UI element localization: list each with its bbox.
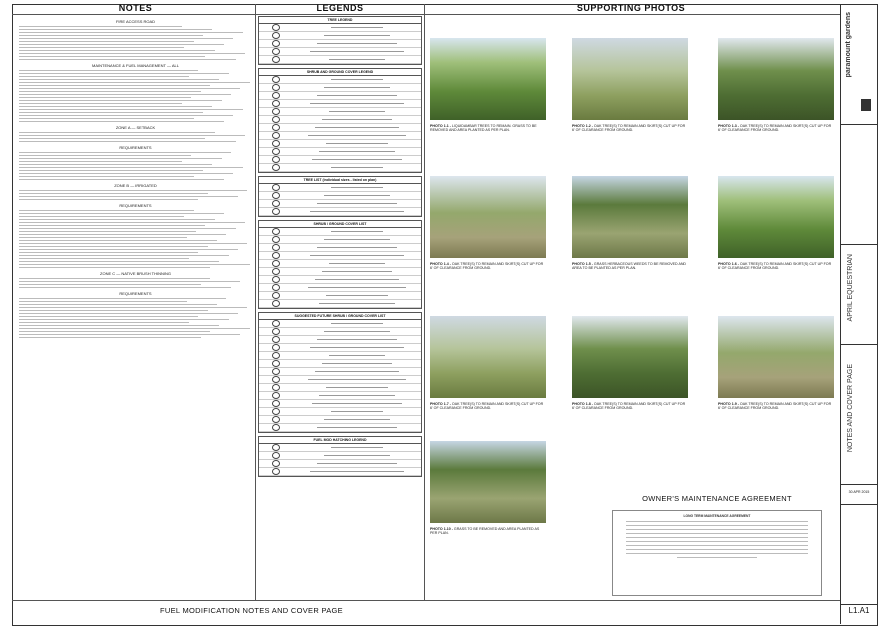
sheet-title-cell — [841, 344, 877, 485]
legend-row — [259, 468, 421, 476]
notes-text-line — [19, 109, 243, 110]
plant-symbol-icon — [272, 452, 280, 459]
notes-text-line — [19, 298, 226, 299]
notes-text-line — [19, 193, 208, 194]
maintenance-text-line — [626, 545, 808, 546]
photo-caption — [572, 124, 688, 133]
sheet-number: L1.A1 — [848, 606, 870, 615]
site-photo — [572, 316, 688, 398]
notes-text-line — [19, 255, 229, 256]
legend-row — [259, 156, 421, 164]
notes-text-line — [19, 135, 245, 136]
notes-text-line — [19, 38, 233, 39]
notes-text-line — [19, 267, 210, 268]
notes-text-line — [19, 210, 194, 211]
maintenance-agreement-box — [612, 510, 822, 596]
maintenance-text-line — [626, 521, 808, 522]
notes-text-line — [19, 261, 219, 262]
notes-subheading: FIRE ACCESS ROAD — [115, 19, 156, 24]
project-cell — [841, 244, 877, 345]
legend-row — [259, 140, 421, 148]
legend-row — [259, 200, 421, 208]
plant-symbol-icon — [272, 208, 280, 215]
notes-text-line — [19, 231, 196, 232]
sheet-title: FUEL MODIFICATION NOTES AND COVER PAGE — [160, 606, 343, 615]
notes-text-line — [19, 100, 222, 101]
photo-caption — [572, 262, 688, 271]
notes-subheading: ZONE B — IRRIGATED — [114, 183, 157, 188]
site-photo — [718, 176, 834, 258]
legend-row — [259, 244, 421, 252]
legend-row — [259, 84, 421, 92]
maintenance-subtitle: LONG TERM MAINTENANCE AGREEMENT — [683, 514, 751, 518]
legend-row — [259, 108, 421, 116]
legend-row — [259, 452, 421, 460]
photo-caption-text: OAK TREE(S) TO REMAIN AND SKIRT(S) CUT UP FOR 6' OF CLEARANCE FROM GROUND. — [430, 262, 544, 271]
maintenance-text-line — [626, 537, 808, 538]
notes-column — [19, 16, 252, 601]
plant-symbol-icon — [272, 148, 280, 155]
legend-table — [258, 176, 422, 217]
photo-caption-title: PHOTO 1.6 - — [718, 262, 740, 266]
legend-row — [259, 284, 421, 292]
legend-row — [259, 48, 421, 56]
notes-text-line — [19, 155, 191, 156]
notes-text-line — [19, 76, 189, 77]
photo-caption-text: OAK TREE(S) TO REMAIN AND SKIRT(S) CUT UP FOR 6' OF CLEARANCE FROM GROUND. — [718, 402, 832, 411]
notes-text-line — [19, 41, 194, 42]
legend-row — [259, 460, 421, 468]
photo-caption-title: PHOTO 1.2 - — [572, 124, 594, 128]
legend-row — [259, 344, 421, 352]
notes-text-line — [19, 94, 231, 95]
notes-text-line — [19, 328, 250, 329]
legend-row — [259, 400, 421, 408]
notes-text-line — [19, 258, 189, 259]
notes-text-line — [19, 79, 219, 80]
legend-row — [259, 192, 421, 200]
photo-caption — [430, 124, 546, 133]
plant-symbol-icon — [272, 76, 280, 83]
legend-row — [259, 208, 421, 216]
notes-text-line — [19, 216, 184, 217]
notes-text-line — [19, 337, 201, 338]
notes-text-line — [19, 141, 236, 142]
plant-symbol-icon — [272, 200, 280, 207]
notes-text-line — [19, 281, 240, 282]
legend-table-title: TREE LIST (individual sizes - listed on plan) — [259, 177, 421, 184]
legend-row — [259, 352, 421, 360]
notes-text-line — [19, 278, 210, 279]
legend-row — [259, 276, 421, 284]
legend-table — [258, 312, 422, 433]
notes-text-line — [19, 219, 215, 220]
legend-table-title: SHRUB AND GROUND COVER LEGEND — [259, 69, 421, 76]
legend-row — [259, 376, 421, 384]
photo-caption-title: PHOTO 1.7 - — [430, 402, 452, 406]
photo-caption-text: OAK TREE(S) TO REMAIN AND SKIRT(S) CUT UP FOR 6' OF CLEARANCE FROM GROUND. — [572, 124, 686, 133]
legend-row — [259, 408, 421, 416]
photo-caption-text: OAK TREE(S) TO REMAIN AND SKIRT(S) CUT UP FOR 6' OF CLEARANCE FROM GROUND. — [718, 124, 832, 133]
plant-symbol-icon — [272, 140, 280, 147]
legend-row — [259, 132, 421, 140]
legend-row — [259, 124, 421, 132]
legend-table — [258, 68, 422, 173]
notes-text-line — [19, 179, 224, 180]
photo-caption-text: OAK TREE(S) TO REMAIN AND SKIRT(S) CUT UP FOR 6' OF CLEARANCE FROM GROUND. — [572, 402, 686, 411]
plant-symbol-icon — [272, 156, 280, 163]
photo-caption — [572, 402, 688, 411]
notes-text-line — [19, 53, 245, 54]
photo-caption-title: PHOTO 1.5 - — [572, 262, 594, 266]
legend-row — [259, 236, 421, 244]
legend-row — [259, 320, 421, 328]
notes-text-line — [19, 287, 231, 288]
legend-row — [259, 424, 421, 432]
site-photo — [430, 316, 546, 398]
firm-name: paramount gardens — [845, 12, 852, 78]
maintenance-text-line — [626, 541, 808, 542]
maintenance-text-line — [626, 533, 808, 534]
notes-text-line — [19, 228, 236, 229]
legend-row — [259, 368, 421, 376]
notes-text-line — [19, 50, 215, 51]
legend-row — [259, 260, 421, 268]
notes-text-line — [19, 237, 187, 238]
legend-table-title: FUEL MOD HATCHING LEGEND — [259, 437, 421, 444]
plant-symbol-icon — [272, 32, 280, 39]
plant-symbol-icon — [272, 244, 280, 251]
legend-row — [259, 336, 421, 344]
notes-text-line — [19, 331, 210, 332]
legends-heading: LEGENDS — [316, 3, 364, 13]
notes-text-line — [19, 322, 189, 323]
legend-row — [259, 300, 421, 308]
plant-symbol-icon — [272, 56, 280, 63]
notes-text-line — [19, 167, 243, 168]
legend-row — [259, 32, 421, 40]
maintenance-text-line — [677, 557, 758, 558]
notes-text-line — [19, 35, 203, 36]
maintenance-text-line — [626, 525, 808, 526]
notes-text-line — [19, 222, 245, 223]
photo-caption-title: PHOTO 1.3 - — [718, 124, 740, 128]
notes-text-line — [19, 334, 240, 335]
notes-text-line — [19, 313, 238, 314]
site-photo — [430, 441, 546, 523]
photo-caption-text: GRASS HERBACEOUS WEEDS TO BE REMOVED AND AREA TO BE PLANTED AS PER PLAN. — [572, 262, 687, 271]
plant-symbol-icon — [272, 116, 280, 123]
plant-symbol-icon — [272, 192, 280, 199]
legend-row — [259, 40, 421, 48]
notes-text-line — [19, 234, 226, 235]
notes-text-line — [19, 284, 201, 285]
plant-symbol-icon — [272, 416, 280, 423]
notes-heading: NOTES — [118, 3, 153, 13]
legend-row — [259, 148, 421, 156]
legend-table — [258, 436, 422, 477]
notes-text-line — [19, 310, 208, 311]
notes-text-line — [19, 106, 212, 107]
plant-symbol-icon — [272, 368, 280, 375]
notes-text-line — [19, 246, 208, 247]
legend-row — [259, 228, 421, 236]
divider — [255, 4, 256, 600]
notes-text-line — [19, 56, 205, 57]
divider — [424, 4, 425, 600]
notes-text-line — [19, 47, 184, 48]
notes-text-line — [19, 118, 194, 119]
notes-text-line — [19, 252, 198, 253]
legend-table — [258, 16, 422, 65]
plant-symbol-icon — [272, 376, 280, 383]
plant-symbol-icon — [272, 360, 280, 367]
notes-text-line — [19, 70, 198, 71]
notes-text-line — [19, 196, 238, 197]
legend-row — [259, 92, 421, 100]
notes-text-line — [19, 173, 233, 174]
plant-symbol-icon — [272, 468, 280, 475]
plant-symbol-icon — [272, 384, 280, 391]
firm-logo — [861, 99, 871, 111]
plant-symbol-icon — [272, 24, 280, 31]
legend-row — [259, 252, 421, 260]
plant-symbol-icon — [272, 260, 280, 267]
notes-text-line — [19, 176, 194, 177]
notes-text-line — [19, 301, 187, 302]
plant-symbol-icon — [272, 328, 280, 335]
plant-symbol-icon — [272, 408, 280, 415]
notes-text-line — [19, 26, 182, 27]
notes-text-line — [19, 121, 224, 122]
notes-subheading: REQUIREMENTS — [119, 203, 152, 208]
notes-text-line — [19, 91, 201, 92]
legend-row — [259, 76, 421, 84]
sheet-date: 30 APR 2015 — [848, 490, 870, 494]
photo-caption-title: PHOTO 1.8 - — [572, 402, 594, 406]
notes-text-line — [19, 32, 243, 33]
notes-text-line — [19, 190, 247, 191]
plant-symbol-icon — [272, 400, 280, 407]
legend-row — [259, 292, 421, 300]
legend-row — [259, 328, 421, 336]
legend-row — [259, 56, 421, 64]
notes-text-line — [19, 199, 198, 200]
plant-symbol-icon — [272, 320, 280, 327]
legend-row — [259, 164, 421, 172]
notes-subheading: ZONE A — SETBACK — [115, 125, 156, 130]
plant-symbol-icon — [272, 164, 280, 171]
plant-symbol-icon — [272, 100, 280, 107]
notes-text-line — [19, 170, 203, 171]
legend-row — [259, 184, 421, 192]
plant-symbol-icon — [272, 352, 280, 359]
legend-row — [259, 384, 421, 392]
plant-symbol-icon — [272, 268, 280, 275]
site-photo — [430, 176, 546, 258]
legends-column — [258, 16, 422, 601]
legend-table-title: SHRUB / GROUND COVER LIST — [259, 221, 421, 228]
legend-row — [259, 268, 421, 276]
notes-text-line — [19, 243, 247, 244]
legend-table-title: TREE LEGEND — [259, 17, 421, 24]
notes-text-line — [19, 249, 238, 250]
legend-row — [259, 24, 421, 32]
notes-subheading: MAINTENANCE & FUEL MANAGEMENT — ALL — [92, 63, 179, 68]
plant-symbol-icon — [272, 84, 280, 91]
photo-caption-title: PHOTO 1.10 - — [430, 527, 454, 531]
photo-caption-title: PHOTO 1.1 - — [430, 124, 452, 128]
plant-symbol-icon — [272, 184, 280, 191]
site-photo — [718, 316, 834, 398]
sheet-title-vertical: NOTES AND COVER PAGE — [847, 364, 854, 453]
plant-symbol-icon — [272, 300, 280, 307]
notes-text-line — [19, 304, 217, 305]
site-photo — [572, 38, 688, 120]
notes-text-line — [19, 97, 191, 98]
plant-symbol-icon — [272, 236, 280, 243]
notes-text-line — [19, 103, 182, 104]
notes-text-line — [19, 319, 229, 320]
photo-caption-title: PHOTO 1.4 - — [430, 262, 452, 266]
notes-text-line — [19, 82, 250, 83]
plant-symbol-icon — [272, 392, 280, 399]
legend-row — [259, 416, 421, 424]
site-photo — [430, 38, 546, 120]
photo-caption — [718, 402, 834, 411]
legend-table-title: SUGGESTED FUTURE SHRUB / GROUND COVER LIST — [259, 313, 421, 320]
photo-caption — [430, 527, 546, 536]
legend-row — [259, 100, 421, 108]
title-block — [840, 4, 877, 624]
maintenance-text-line — [626, 553, 808, 554]
photo-caption — [718, 124, 834, 133]
notes-text-line — [19, 316, 198, 317]
notes-text-line — [19, 325, 219, 326]
plant-symbol-icon — [272, 460, 280, 467]
photo-caption-text: GRASS TO BE REMOVED AND AREA PLANTED AS PER PLAN. — [430, 527, 540, 536]
plant-symbol-icon — [272, 336, 280, 343]
plant-symbol-icon — [272, 132, 280, 139]
legend-table — [258, 220, 422, 309]
legend-row — [259, 392, 421, 400]
notes-text-line — [19, 44, 224, 45]
notes-text-line — [19, 132, 215, 133]
notes-text-line — [19, 112, 203, 113]
legend-row — [259, 360, 421, 368]
revisions-cell — [841, 504, 877, 605]
project-name: APRIL EQUESTRIAN — [847, 254, 854, 322]
plant-symbol-icon — [272, 344, 280, 351]
plant-symbol-icon — [272, 92, 280, 99]
plant-symbol-icon — [272, 444, 280, 451]
notes-text-line — [19, 85, 210, 86]
site-photo — [572, 176, 688, 258]
site-photo — [718, 38, 834, 120]
notes-text-line — [19, 213, 224, 214]
notes-text-line — [19, 73, 229, 74]
notes-subheading: ZONE C — NATIVE BRUSH THINNING — [100, 271, 171, 276]
plant-symbol-icon — [272, 108, 280, 115]
plant-symbol-icon — [272, 284, 280, 291]
notes-text-line — [19, 152, 231, 153]
notes-text-line — [19, 240, 217, 241]
plant-symbol-icon — [272, 48, 280, 55]
notes-text-line — [19, 164, 212, 165]
photo-caption-text: OAK TREE(S) TO REMAIN AND SKIRT(S) CUT UP FOR 6' OF CLEARANCE FROM GROUND. — [718, 262, 832, 271]
notes-subheading: REQUIREMENTS — [119, 291, 152, 296]
notes-text-line — [19, 59, 236, 60]
photo-caption-title: PHOTO 1.9 - — [718, 402, 740, 406]
plant-symbol-icon — [272, 292, 280, 299]
plant-symbol-icon — [272, 40, 280, 47]
notes-text-line — [19, 115, 233, 116]
firm-cell — [841, 4, 877, 125]
plant-symbol-icon — [272, 124, 280, 131]
notes-text-line — [19, 307, 247, 308]
maintenance-heading: OWNER'S MAINTENANCE AGREEMENT — [642, 494, 792, 503]
legend-row — [259, 444, 421, 452]
photo-caption — [718, 262, 834, 271]
plant-symbol-icon — [272, 252, 280, 259]
notes-subheading: REQUIREMENTS — [119, 145, 152, 150]
maintenance-text-line — [626, 549, 808, 550]
plant-symbol-icon — [272, 228, 280, 235]
divider — [12, 14, 840, 15]
photo-caption — [430, 262, 546, 271]
maintenance-text-line — [626, 529, 808, 530]
photo-caption-text: OAK TREE(S) TO REMAIN AND SKIRT(S) CUT UP FOR 6' OF CLEARANCE FROM GROUND. — [430, 402, 544, 411]
notes-text-line — [19, 264, 250, 265]
photos-heading: SUPPORTING PHOTOS — [576, 3, 686, 13]
plant-symbol-icon — [272, 424, 280, 431]
notes-text-line — [19, 138, 205, 139]
stamp-cell — [841, 124, 877, 245]
photo-caption — [430, 402, 546, 411]
notes-text-line — [19, 88, 240, 89]
plant-symbol-icon — [272, 276, 280, 283]
photo-caption-text: LIQUIDAMBAR TREES TO REMAIN. GRASS TO BE REMOVED AND AREA PLANTED AS PER PLAN. — [430, 124, 537, 133]
legend-row — [259, 116, 421, 124]
notes-text-line — [19, 225, 205, 226]
date-cell — [841, 484, 877, 505]
notes-text-line — [19, 29, 212, 30]
notes-text-line — [19, 158, 222, 159]
notes-text-line — [19, 161, 182, 162]
